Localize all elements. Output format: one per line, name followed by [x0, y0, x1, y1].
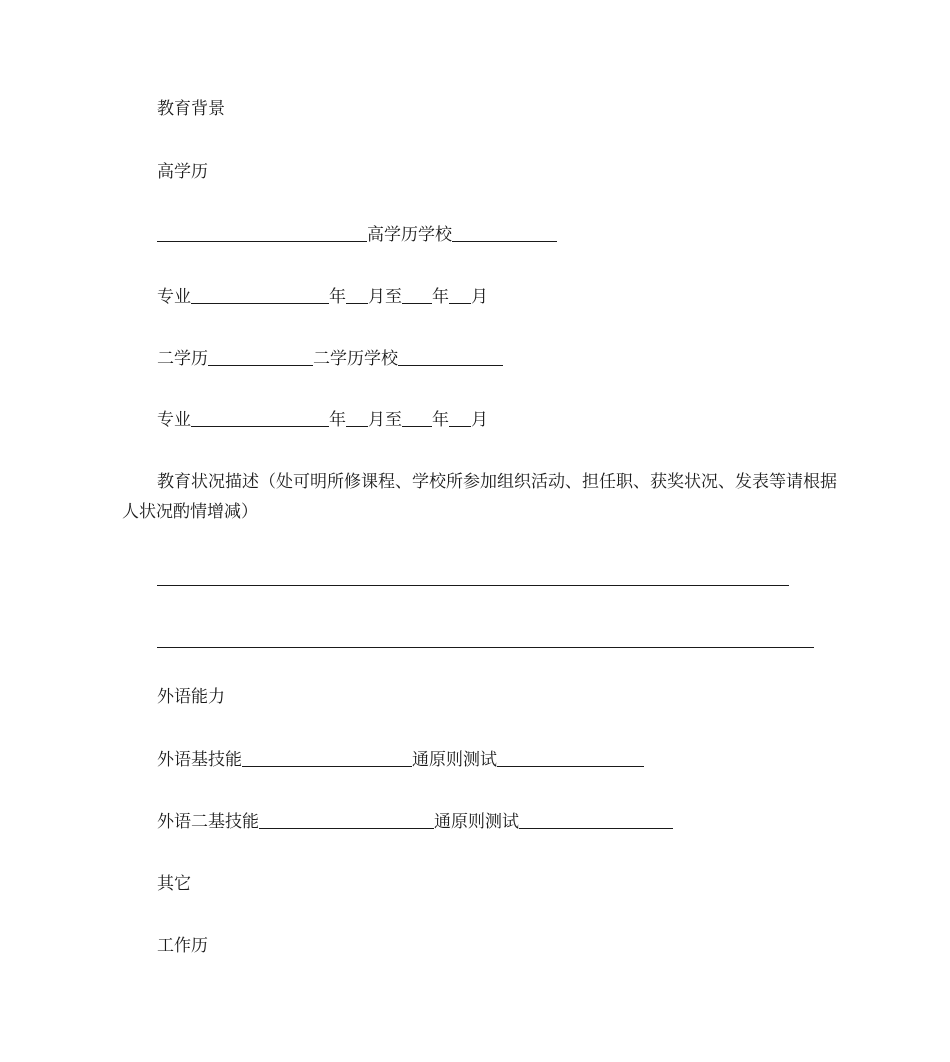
- start-month-field[interactable]: [346, 409, 368, 427]
- highest-degree-field[interactable]: [157, 224, 367, 242]
- education-heading: 教育背景: [157, 99, 225, 119]
- end-month-field[interactable]: [449, 286, 471, 304]
- second-degree-school-label: 二学历学校: [313, 349, 398, 369]
- year-label: 年: [329, 410, 346, 430]
- education-description: 教育状况描述（处可明所修课程、学校所参加组织活动、担任职、获奖状况、发表等请根据人状况酌情增减）: [122, 472, 837, 522]
- language-2-field[interactable]: [259, 811, 434, 829]
- description-field-1[interactable]: [157, 568, 789, 586]
- major-field[interactable]: [191, 409, 329, 427]
- end-year-field[interactable]: [402, 409, 432, 427]
- language-2-row: [157, 811, 673, 833]
- language-1-label: 外语基技能: [157, 750, 242, 770]
- year-label-2: 年: [432, 410, 449, 430]
- language-1-field[interactable]: [242, 749, 412, 767]
- highest-degree-row: [157, 224, 557, 246]
- language-heading: 外语能力: [157, 687, 225, 707]
- language-2-test-label: 通原则测试: [434, 812, 519, 832]
- month-to-label: 月至: [368, 410, 402, 430]
- description-blank-row-1: [157, 568, 789, 590]
- major-label: 专业: [157, 287, 191, 307]
- major-row-1: [157, 286, 488, 308]
- month-label: 月: [471, 287, 488, 307]
- language-1-row: [157, 749, 644, 771]
- second-degree-label: 二学历: [157, 349, 208, 369]
- start-month-field[interactable]: [346, 286, 368, 304]
- end-year-field[interactable]: [402, 286, 432, 304]
- highest-degree-school-field[interactable]: [452, 224, 557, 242]
- end-month-field[interactable]: [449, 409, 471, 427]
- work-history-heading: 工作历: [157, 936, 208, 956]
- language-1-test-label: 通原则测试: [412, 750, 497, 770]
- language-1-test-field[interactable]: [497, 749, 644, 767]
- other-heading: 其它: [157, 874, 191, 894]
- month-to-label: 月至: [368, 287, 402, 307]
- second-degree-row: [157, 348, 503, 370]
- description-field-2[interactable]: [157, 630, 814, 648]
- language-2-label: 外语二基技能: [157, 812, 259, 832]
- major-row-2: [157, 409, 488, 431]
- major-field[interactable]: [191, 286, 329, 304]
- year-label: 年: [329, 287, 346, 307]
- highest-degree-school-label: 高学历学校: [367, 225, 452, 245]
- month-label: 月: [471, 410, 488, 430]
- description-blank-row-2: [157, 630, 814, 652]
- second-degree-field[interactable]: [208, 348, 313, 366]
- year-label-2: 年: [432, 287, 449, 307]
- highest-degree-label: 高学历: [157, 162, 208, 182]
- major-label: 专业: [157, 410, 191, 430]
- language-2-test-field[interactable]: [519, 811, 673, 829]
- second-degree-school-field[interactable]: [398, 348, 503, 366]
